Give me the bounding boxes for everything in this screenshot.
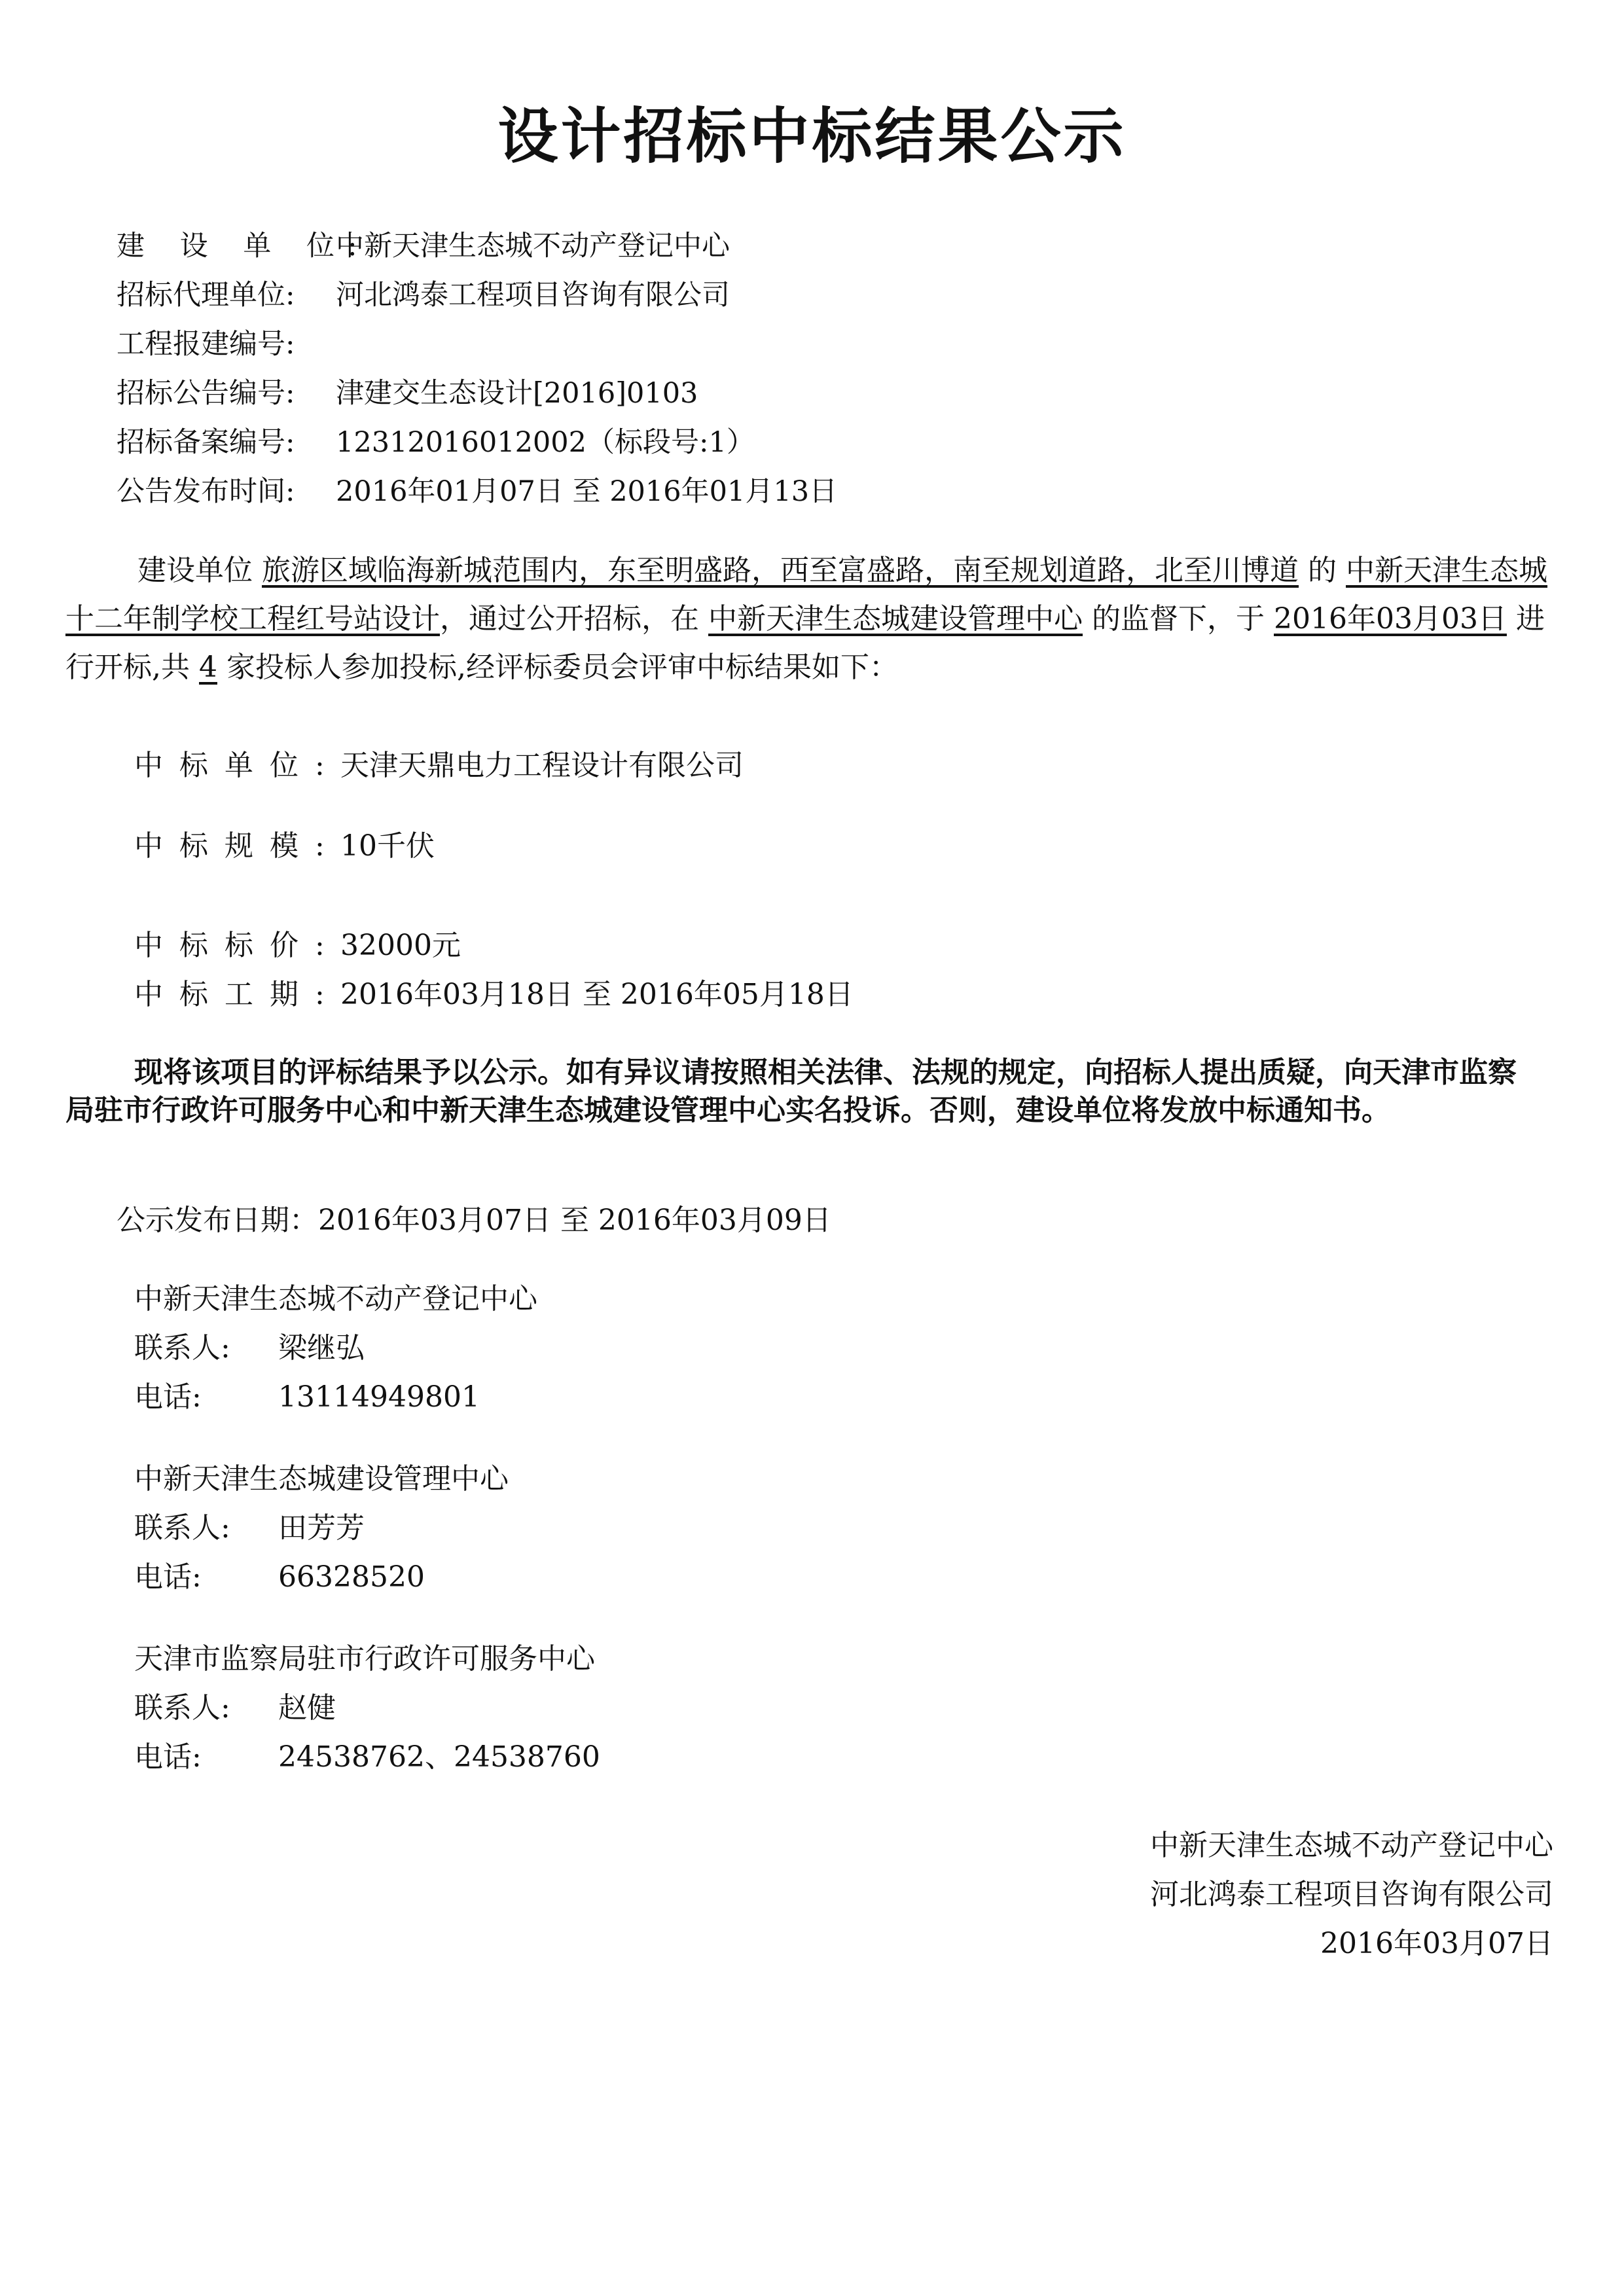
contact-person-row [134,1692,336,1725]
result-label: 中标标价: [134,929,341,962]
contact-person: 赵健 [278,1691,336,1725]
supervisor-name: 中新天津生态城建设管理中心 [708,602,1083,636]
result-value: 2016年03月18日 至 2016年05月18日 [340,978,854,1011]
field-value: 中新天津生态城不动产登记中心 [336,230,730,262]
result-value: 10千伏 [340,829,435,863]
project-name: 中新天津生态城十二年制学校工程红号站设计 [65,554,1547,636]
signature-org1: 中新天津生态城不动产登记中心 [1150,1829,1553,1862]
contact-org: 天津市监察局驻市行政许可服务中心 [134,1642,595,1676]
contact-person-label: 联系人: [134,1691,230,1725]
bidder-count: 4 [199,651,217,684]
field-agent [117,279,1557,311]
field-builder [117,230,1557,262]
result-label: 中标工期: [134,978,341,1011]
document-title: 设计招标中标结果公示 [497,101,1127,171]
contact-org: 中新天津生态城不动产登记中心 [134,1282,537,1316]
contact-phone-row [134,1741,600,1774]
field-project-number [117,329,1557,360]
project-location: 旅游区域临海新城范围内，东至明盛路，西至富盛路，南至规划道路，北至川博道 [262,554,1299,587]
text: 的 [1308,554,1337,587]
field-value: 津建交生态设计[2016]0103 [336,377,698,410]
contact-phone: 24538762、24538760 [278,1740,600,1774]
contact-person-label: 联系人: [134,1511,230,1545]
contact-person-row [134,1332,365,1365]
contact-person: 田芳芳 [278,1511,365,1545]
field-label: 招标备案编号: [117,426,295,459]
text: 家投标人参加投标,经评标委员会评审中标结果如下： [226,651,898,684]
field-announcement-period [117,476,1557,507]
objection-notice: 现将该项目的评标结果予以公示。如有异议请按照相关法律、法规的规定，向招标人提出质疑，向天津市监察局驻市行政许可服务中心和中新天津生态城建设管理中心实名投诉。否则，建设单位将发放中标通知书。 [65,1056,1517,1127]
result-scale [134,830,1574,863]
result-value: 32000元 [340,929,461,962]
contact-person-label: 联系人: [134,1331,230,1365]
result-value: 天津天鼎电力工程设计有限公司 [340,749,744,782]
field-value: 12312016012002（标段号:1） [336,426,755,459]
text: 的监督下，于 [1092,602,1265,636]
field-label: 工程报建编号: [117,328,295,361]
field-announcement-number [117,378,1557,409]
bid-description-paragraph [65,547,1571,692]
contact-org: 中新天津生态城建设管理中心 [134,1462,509,1496]
publish-period: 公示发布日期：2016年03月07日 至 2016年03月09日 [117,1204,831,1237]
contact-phone-row [134,1561,425,1594]
field-label: 公告发布时间: [117,475,295,508]
contact-person: 梁继弘 [278,1331,365,1365]
result-period [134,978,1574,1011]
contact-person-row [134,1512,365,1545]
text: 进行开标,共 [65,602,1545,684]
signature-org2: 河北鸿泰工程项目咨询有限公司 [1150,1878,1553,1911]
result-winner [134,749,1574,782]
field-label: 建 设 单 位: [117,230,370,262]
field-label: 招标公告编号: [117,377,295,410]
field-value: 河北鸿泰工程项目咨询有限公司 [336,279,730,312]
contact-phone-row [134,1381,480,1414]
contact-phone-label: 电话: [134,1380,202,1414]
result-price [134,929,1574,962]
contact-phone-label: 电话: [134,1560,202,1594]
text: 建设单位 [137,554,253,587]
contact-phone-label: 电话: [134,1740,202,1774]
result-label: 中标单位: [134,749,341,782]
contact-phone: 13114949801 [278,1380,480,1414]
field-label: 招标代理单位: [117,279,295,312]
signature-date: 2016年03月07日 [1320,1927,1553,1960]
result-label: 中标规模: [134,829,341,863]
field-record-number [117,427,1557,458]
text: ，通过公开招标，在 [440,602,699,636]
open-date: 2016年03月03日 [1274,602,1507,636]
field-value: 2016年01月07日 至 2016年01月13日 [336,475,838,508]
contact-phone: 66328520 [278,1560,425,1594]
